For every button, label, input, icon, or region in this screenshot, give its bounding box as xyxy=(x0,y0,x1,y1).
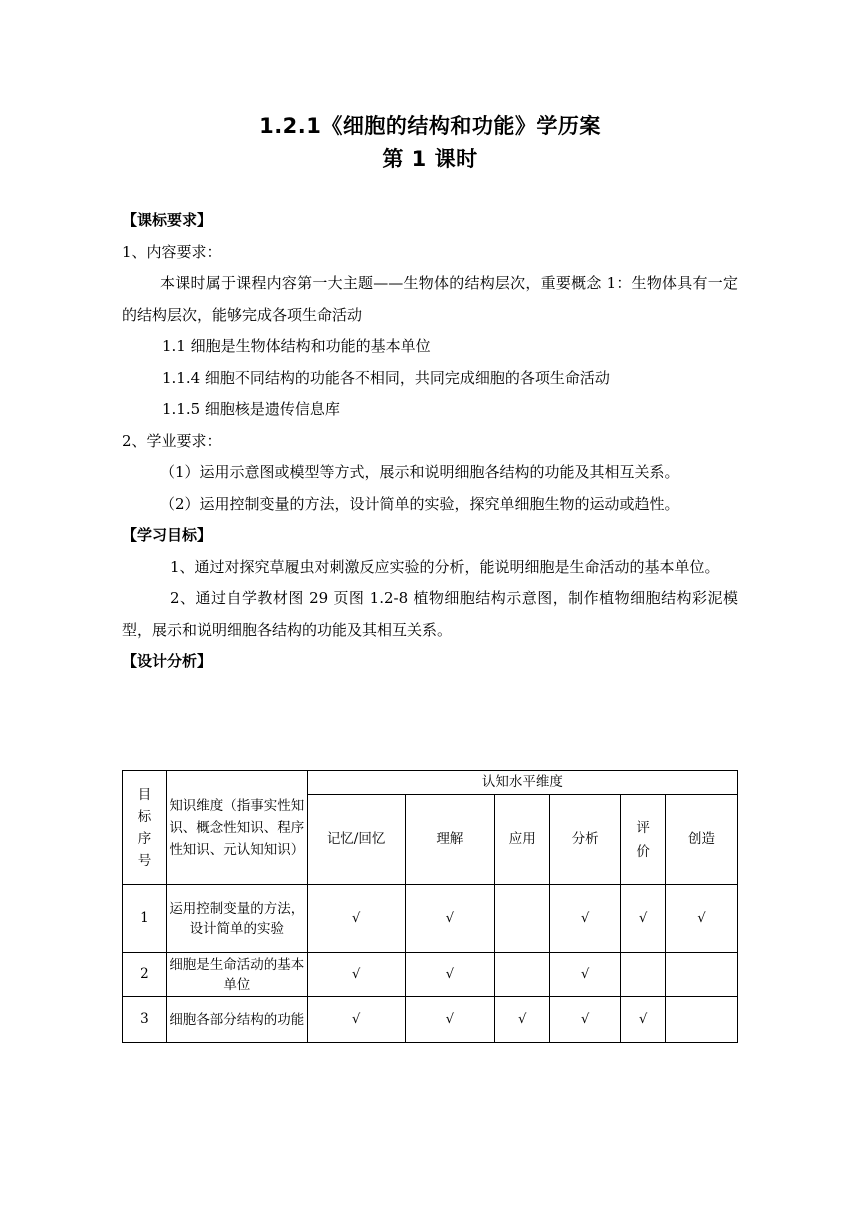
concept-item: 1.1.5 细胞核是遗传信息库 xyxy=(162,400,340,418)
row-description: 细胞是生命活动的基本单位 xyxy=(166,953,307,997)
mark-cell: √ xyxy=(666,885,738,953)
document-title: 1.2.1《细胞的结构和功能》学历案 xyxy=(259,114,601,138)
mark-cell: √ xyxy=(550,997,621,1043)
mark-cell: √ xyxy=(550,953,621,997)
level-analyze: 分析 xyxy=(550,795,621,885)
document-subtitle: 第 1 课时 xyxy=(382,147,478,171)
mark-cell: √ xyxy=(495,997,550,1043)
header-cognitive-dimension: 认知水平维度 xyxy=(307,771,737,795)
section-heading-curriculum: 【课标要求】 xyxy=(122,211,213,229)
level-create: 创造 xyxy=(666,795,738,885)
mark-cell: √ xyxy=(405,997,495,1043)
row-description: 细胞各部分结构的功能 xyxy=(166,997,307,1043)
header-target-number: 目标序号 xyxy=(123,771,167,885)
mark-cell: √ xyxy=(307,997,405,1043)
mark-cell: √ xyxy=(405,953,495,997)
objective-item: 1、通过对探究草履虫对刺激反应实验的分析，能说明细胞是生命活动的基本单位。 xyxy=(170,557,720,576)
mark-cell: √ xyxy=(550,885,621,953)
row-number: 3 xyxy=(123,997,167,1043)
section-heading-objectives: 【学习目标】 xyxy=(122,526,213,544)
academic-requirement-item: （2）运用控制变量的方法，设计简单的实验，探究单细胞生物的运动或趋性。 xyxy=(160,494,680,513)
table-header-row xyxy=(123,771,738,795)
academic-requirement-item: （1）运用示意图或模型等方式，展示和说明细胞各结构的功能及其相互关系。 xyxy=(160,463,680,481)
mark-cell: √ xyxy=(621,885,666,953)
level-apply: 应用 xyxy=(495,795,550,885)
academic-requirement-heading: 2、学业要求： xyxy=(122,431,222,450)
content-requirement-heading: 1、内容要求： xyxy=(122,242,222,261)
document-body xyxy=(122,205,738,678)
row-number: 2 xyxy=(123,953,167,997)
level-understand: 理解 xyxy=(405,795,495,885)
table-row xyxy=(123,953,738,997)
mark-cell xyxy=(666,953,738,997)
table-row xyxy=(123,997,738,1043)
mark-cell: √ xyxy=(405,885,495,953)
mark-cell: √ xyxy=(307,885,405,953)
section-heading-design: 【设计分析】 xyxy=(122,652,213,670)
level-evaluate: 评价 xyxy=(621,795,666,885)
mark-cell: √ xyxy=(307,953,405,997)
header-knowledge-dimension: 知识维度（指事实性知识、概念性知识、程序性知识、元认知知识） xyxy=(166,771,307,885)
mark-cell: √ xyxy=(621,997,666,1043)
concept-item: 1.1.4 细胞不同结构的功能各不相同，共同完成细胞的各项生命活动 xyxy=(162,368,610,387)
table-row xyxy=(123,885,738,953)
mark-cell xyxy=(621,953,666,997)
mark-cell xyxy=(666,997,738,1043)
design-analysis-table xyxy=(122,770,738,1043)
concept-item: 1.1 细胞是生物体结构和功能的基本单位 xyxy=(162,337,431,355)
row-number: 1 xyxy=(123,885,167,953)
row-description: 运用控制变量的方法，设计简单的实验 xyxy=(166,885,307,953)
level-remember: 记忆/回忆 xyxy=(307,795,405,885)
content-requirement-paragraph: 本课时属于课程内容第一大主题——生物体的结构层次，重要概念 1：生物体具有一定的结构层次，能够完成各项生命活动 xyxy=(122,274,738,324)
objective-item: 2、通过自学教材图 29 页图 1.2-8 植物细胞结构示意图，制作植物细胞结构彩泥模型，展示和说明细胞各结构的功能及其相互关系。 xyxy=(122,589,738,639)
mark-cell xyxy=(495,953,550,997)
mark-cell xyxy=(495,885,550,953)
